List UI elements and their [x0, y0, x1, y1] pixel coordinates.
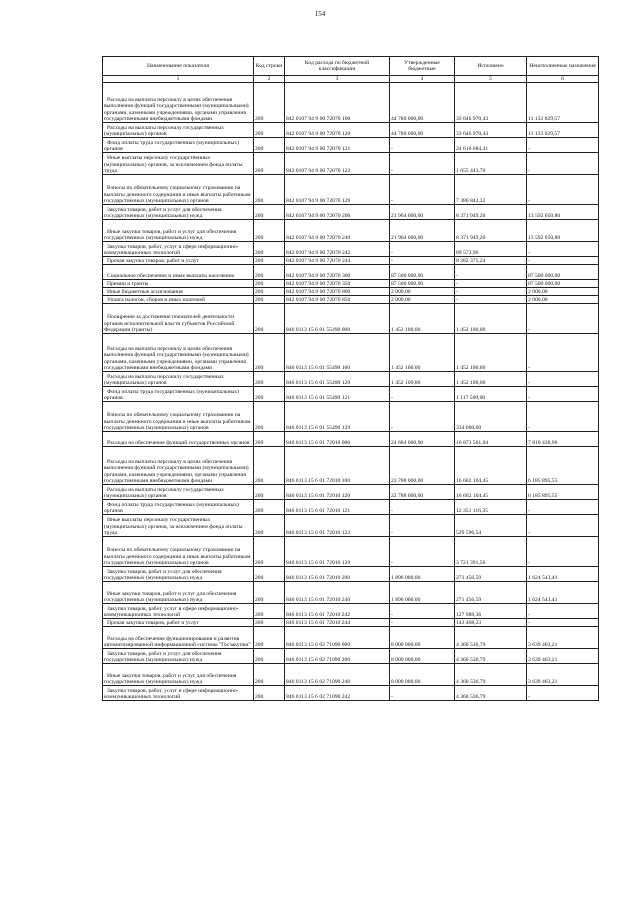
cell-unexecuted: 7 810 438,96	[527, 432, 599, 447]
cell-name: Иные закупки товаров, работ и услуг для обеспечения государственных (муниципальных) нужд	[103, 664, 254, 686]
table-row	[103, 220, 599, 242]
cell-name: Поощрение за достижение показателей деятельности органов исполнительной власти субъектов Российской Федерации (гранты)	[103, 304, 254, 334]
header-approved: Утвержденные бюджетные	[390, 57, 455, 76]
cell-approved: 1 452 100,00	[390, 334, 455, 372]
cell-kbk: 846 0113 15 6 01 72010 120	[285, 485, 390, 500]
cell-kbk: 842 0107 94 9 00 72070 242	[285, 242, 390, 257]
cell-executed: 1 655 443,70	[455, 153, 527, 175]
cell-kbk: 842 0107 94 9 00 72070 129	[285, 175, 390, 205]
cell-code: 200	[254, 432, 285, 447]
cell-executed: 4 360 536,79	[455, 649, 527, 664]
cell-executed: 16 602 104,45	[455, 447, 527, 485]
cell-kbk: 846 0113 15 6 01 72010 244	[285, 619, 390, 627]
cell-approved: -	[390, 537, 455, 567]
cell-approved: -	[390, 686, 455, 701]
cell-code: 200	[254, 567, 285, 582]
cell-name: Прочая закупка товаров, работ и услуг	[103, 619, 254, 627]
cell-name: Закупка товаров, работ, услуг в сфере информационно-коммуникационных технологий	[103, 604, 254, 619]
cell-code: 200	[254, 664, 285, 686]
cell-executed: 7 380 842,32	[455, 175, 527, 205]
cell-approved: 8 000 000,00	[390, 664, 455, 686]
cell-executed: 1 117 500,00	[455, 387, 527, 402]
cell-code: 200	[254, 280, 285, 288]
cell-name: Закупка товаров, работ и услуг для обеспечения государственных (муниципальных) нужд	[103, 567, 254, 582]
table-row	[103, 242, 599, 257]
cell-unexecuted: 11 133 029,57	[527, 123, 599, 138]
cell-approved: 22 788 000,00	[390, 447, 455, 485]
cell-name: Взносы по обязательному социальному страхованию на выплаты денежного содержания и иные выплаты работникам государственных (муниципальных) органов	[103, 402, 254, 432]
cell-unexecuted: 3 639 463,21	[527, 627, 599, 649]
table-body	[103, 83, 599, 701]
cell-unexecuted: -	[527, 153, 599, 175]
cell-code: 200	[254, 257, 285, 265]
cell-unexecuted: -	[527, 257, 599, 265]
cell-code: 200	[254, 334, 285, 372]
cell-approved: -	[390, 619, 455, 627]
cell-code: 200	[254, 175, 285, 205]
cell-executed: 4 360 536,79	[455, 664, 527, 686]
cell-name: Расходы на выплаты персоналу в целях обеспечения выполнения функций государственными (муниципальными) органами, казенными учреждениями, органами управления государственными внебюджетными фондами	[103, 447, 254, 485]
cell-unexecuted: 3 639 463,21	[527, 649, 599, 664]
cell-kbk: 842 0107 94 9 00 72070 800	[285, 288, 390, 296]
cell-kbk: 846 0113 15 6 01 72010 200	[285, 567, 390, 582]
table-row	[103, 175, 599, 205]
table-row	[103, 649, 599, 664]
cell-executed: 4 360 536,79	[455, 627, 527, 649]
cell-executed: 271 456,59	[455, 582, 527, 604]
cell-approved: 87 500 000,00	[390, 265, 455, 280]
cell-kbk: 846 0113 15 6 02 71090 200	[285, 649, 390, 664]
header-executed: Исполнено	[455, 57, 527, 76]
table-row	[103, 686, 599, 701]
cell-kbk: 846 0113 15 6 01 72010 100	[285, 447, 390, 485]
cell-unexecuted: 3 639 463,21	[527, 664, 599, 686]
header-kbk: Код расхода по бюджетной классификации	[285, 57, 390, 76]
header-name: Наименование показателя	[103, 57, 254, 76]
cell-name: Иные закупки товаров, работ и услуг для обеспечения государственных (муниципальных) нужд	[103, 220, 254, 242]
cell-name: Иные выплаты персоналу государственных (муниципальных) органов, за исключением фонда оплаты труда	[103, 515, 254, 537]
cell-name: Расходы на выплаты персоналу государственных (муниципальных) органов	[103, 123, 254, 138]
cell-name: Расходы на выплаты персоналу в целях обеспечения выполнения функций государственными (муниципальными) органами, казенными учреждениями, органами управления государственными внебюджетными фондами	[103, 334, 254, 372]
cell-approved: 24 684 000,00	[390, 432, 455, 447]
cell-code: 200	[254, 242, 285, 257]
cell-kbk: 842 0107 94 9 00 72070 121	[285, 138, 390, 153]
cell-approved: 87 500 000,00	[390, 280, 455, 288]
cell-approved: -	[390, 175, 455, 205]
column-number-row	[103, 76, 599, 83]
cell-name: Иные закупки товаров, работ и услуг для обеспечения государственных (муниципальных) нужд	[103, 582, 254, 604]
cell-unexecuted: -	[527, 304, 599, 334]
table-row	[103, 334, 599, 372]
cell-approved: -	[390, 138, 455, 153]
cell-executed: -	[455, 288, 527, 296]
cell-unexecuted: 13 592 050,80	[527, 220, 599, 242]
cell-kbk: 846 0113 15 6 02 71090 240	[285, 664, 390, 686]
table-row	[103, 432, 599, 447]
cell-code: 200	[254, 537, 285, 567]
cell-code: 200	[254, 515, 285, 537]
cell-code: 200	[254, 304, 285, 334]
cell-kbk: 846 0113 15 6 01 72010 240	[285, 582, 390, 604]
cell-name: Социальное обеспечение и иные выплаты населению	[103, 265, 254, 280]
table-row	[103, 664, 599, 686]
cell-name: Фонд оплаты труда государственных (муниципальных) органов	[103, 138, 254, 153]
cell-name: Иные выплаты персоналу государственных (муниципальных) органов, за исключением фонда оплаты труда	[103, 153, 254, 175]
cell-executed: 16 602 104,45	[455, 485, 527, 500]
cell-unexecuted: -	[527, 604, 599, 619]
cell-unexecuted: 13 592 050,80	[527, 205, 599, 220]
cell-unexecuted: 87 500 000,00	[527, 265, 599, 280]
cell-code: 200	[254, 649, 285, 664]
cell-unexecuted: -	[527, 138, 599, 153]
header-line-code: Код строки	[254, 57, 285, 76]
cell-name: Фонд оплаты труда государственных (муниципальных) органов	[103, 500, 254, 515]
cell-unexecuted: -	[527, 686, 599, 701]
table-row	[103, 515, 599, 537]
table-row	[103, 582, 599, 604]
table-row	[103, 387, 599, 402]
cell-executed: 143 468,23	[455, 619, 527, 627]
cell-executed: 529 596,54	[455, 515, 527, 537]
cell-approved: 2 000,00	[390, 296, 455, 304]
cell-kbk: 842 0107 94 9 00 72070 350	[285, 280, 390, 288]
table-row	[103, 500, 599, 515]
cell-executed: -	[455, 265, 527, 280]
cell-unexecuted: -	[527, 402, 599, 432]
column-number: 3	[285, 76, 390, 83]
cell-executed: 8 371 949,20	[455, 205, 527, 220]
table-row	[103, 619, 599, 627]
cell-name: Иные бюджетные ассигнования	[103, 288, 254, 296]
cell-kbk: 846 0113 15 6 01 55490 100	[285, 334, 390, 372]
cell-approved: 44 780 000,00	[390, 83, 455, 123]
cell-executed: 12 351 116,35	[455, 500, 527, 515]
table-row	[103, 485, 599, 500]
cell-kbk: 842 0107 94 9 00 72070 122	[285, 153, 390, 175]
cell-executed: 8 282 375,24	[455, 257, 527, 265]
cell-approved: 44 780 000,00	[390, 123, 455, 138]
cell-unexecuted: -	[527, 619, 599, 627]
cell-code: 200	[254, 387, 285, 402]
cell-unexecuted: 11 133 029,57	[527, 83, 599, 123]
cell-code: 200	[254, 619, 285, 627]
cell-executed: 334 600,00	[455, 402, 527, 432]
cell-unexecuted: 6 185 895,55	[527, 447, 599, 485]
cell-approved: -	[390, 402, 455, 432]
cell-approved: 1 896 000,00	[390, 582, 455, 604]
cell-code: 200	[254, 582, 285, 604]
cell-approved: -	[390, 500, 455, 515]
cell-executed: 8 371 949,20	[455, 220, 527, 242]
cell-code: 200	[254, 265, 285, 280]
cell-approved: -	[390, 242, 455, 257]
cell-unexecuted: -	[527, 537, 599, 567]
cell-executed: -	[455, 280, 527, 288]
cell-code: 200	[254, 153, 285, 175]
table-row	[103, 402, 599, 432]
header-unexecuted: Неисполненные назначения	[527, 57, 599, 76]
cell-approved: 21 964 000,00	[390, 220, 455, 242]
cell-kbk: 842 0107 94 9 00 72070 244	[285, 257, 390, 265]
cell-kbk: 842 0107 94 9 00 72070 850	[285, 296, 390, 304]
cell-kbk: 842 0107 94 9 00 72070 120	[285, 123, 390, 138]
table-row	[103, 265, 599, 280]
table-row	[103, 153, 599, 175]
cell-kbk: 846 0113 15 6 01 72010 121	[285, 500, 390, 515]
cell-name: Уплата налогов, сборов и иных платежей	[103, 296, 254, 304]
cell-name: Взносы по обязательному социальному страхованию на выплаты денежного содержания и иные выплаты работникам государственных (муниципальных) органов	[103, 537, 254, 567]
table-row	[103, 138, 599, 153]
cell-code: 200	[254, 604, 285, 619]
cell-approved: 8 000 000,00	[390, 627, 455, 649]
table-row	[103, 205, 599, 220]
cell-unexecuted: 87 500 000,00	[527, 280, 599, 288]
cell-executed: 127 988,36	[455, 604, 527, 619]
cell-code: 200	[254, 372, 285, 387]
cell-name: Взносы по обязательному социальному страхованию на выплаты денежного содержания и иные выплаты работникам государственных (муниципальных) органов	[103, 175, 254, 205]
cell-code: 200	[254, 627, 285, 649]
cell-approved: -	[390, 153, 455, 175]
cell-executed: 33 646 970,43	[455, 83, 527, 123]
cell-approved: 2 000,00	[390, 288, 455, 296]
cell-executed: 89 573,96	[455, 242, 527, 257]
cell-executed: 4 360 536,79	[455, 686, 527, 701]
cell-name: Фонд оплаты труда государственных (муниципальных) органов	[103, 387, 254, 402]
cell-approved: -	[390, 257, 455, 265]
cell-executed: 1 452 100,00	[455, 372, 527, 387]
cell-executed: -	[455, 296, 527, 304]
cell-code: 200	[254, 138, 285, 153]
cell-name: Расходы на выплаты персоналу государственных (муниципальных) органов	[103, 485, 254, 500]
cell-kbk: 846 0113 15 6 01 55490 000	[285, 304, 390, 334]
cell-name: Расходы на обеспечение функций государственных органов	[103, 432, 254, 447]
cell-code: 200	[254, 686, 285, 701]
cell-executed: 3 721 391,56	[455, 537, 527, 567]
cell-approved: 1 896 000,00	[390, 567, 455, 582]
table-row	[103, 604, 599, 619]
cell-name: Прочая закупка товаров, работ и услуг	[103, 257, 254, 265]
cell-kbk: 846 0113 15 6 01 55490 120	[285, 372, 390, 387]
cell-kbk: 846 0113 15 6 01 72010 129	[285, 537, 390, 567]
cell-name: Закупка товаров, работ, услуг в сфере информационно-коммуникационных технологий	[103, 686, 254, 701]
table-row	[103, 296, 599, 304]
column-number: 1	[103, 76, 254, 83]
cell-unexecuted: -	[527, 515, 599, 537]
cell-executed: 1 452 100,00	[455, 334, 527, 372]
cell-name: Закупка товаров, работ и услуг для обеспечения государственных (муниципальных) нужд	[103, 649, 254, 664]
cell-approved: -	[390, 604, 455, 619]
cell-approved: 21 964 000,00	[390, 205, 455, 220]
cell-kbk: 842 0107 94 9 00 72070 100	[285, 83, 390, 123]
cell-kbk: 846 0113 15 6 02 71090 000	[285, 627, 390, 649]
cell-kbk: 846 0113 15 6 02 71090 242	[285, 686, 390, 701]
table-row	[103, 567, 599, 582]
cell-code: 200	[254, 205, 285, 220]
cell-unexecuted: 1 624 543,41	[527, 582, 599, 604]
cell-name: Закупка товаров, работ, услуг в сфере информационно-коммуникационных технологий	[103, 242, 254, 257]
cell-code: 200	[254, 500, 285, 515]
cell-code: 200	[254, 83, 285, 123]
cell-kbk: 846 0113 15 6 01 72010 000	[285, 432, 390, 447]
cell-approved: 1 452 100,00	[390, 304, 455, 334]
cell-kbk: 842 0107 94 9 00 72070 240	[285, 220, 390, 242]
column-number: 2	[254, 76, 285, 83]
cell-kbk: 846 0113 15 6 01 72010 242	[285, 604, 390, 619]
cell-approved: 22 788 000,00	[390, 485, 455, 500]
cell-code: 200	[254, 123, 285, 138]
cell-code: 200	[254, 447, 285, 485]
cell-name: Расходы на выплаты персоналу в целях обеспечения выполнения функций государственными (муниципальными) органами, казенными учреждениями, органами управления государственными внебюджетными фондами	[103, 83, 254, 123]
cell-unexecuted: -	[527, 500, 599, 515]
table-header-row	[103, 57, 599, 76]
cell-unexecuted: -	[527, 175, 599, 205]
cell-executed: 1 452 100,00	[455, 304, 527, 334]
cell-name: Закупка товаров, работ и услуг для обеспечения государственных (муниципальных) нужд	[103, 205, 254, 220]
cell-unexecuted: -	[527, 387, 599, 402]
cell-code: 200	[254, 296, 285, 304]
cell-unexecuted: 2 000,00	[527, 296, 599, 304]
page-number: 154	[314, 10, 326, 18]
cell-unexecuted: 1 624 543,41	[527, 567, 599, 582]
cell-approved: -	[390, 515, 455, 537]
cell-kbk: 842 0107 94 9 00 72070 300	[285, 265, 390, 280]
cell-approved: 8 000 000,00	[390, 649, 455, 664]
table-row	[103, 447, 599, 485]
table-row	[103, 304, 599, 334]
cell-kbk: 846 0113 15 6 01 72010 122	[285, 515, 390, 537]
cell-executed: 24 610 684,41	[455, 138, 527, 153]
cell-unexecuted: -	[527, 372, 599, 387]
cell-code: 200	[254, 288, 285, 296]
cell-code: 200	[254, 220, 285, 242]
cell-kbk: 846 0113 15 6 01 55490 129	[285, 402, 390, 432]
cell-executed: 16 873 561,04	[455, 432, 527, 447]
cell-unexecuted: -	[527, 242, 599, 257]
cell-kbk: 846 0113 15 6 01 55490 121	[285, 387, 390, 402]
cell-unexecuted: -	[527, 334, 599, 372]
cell-unexecuted: 2 000,00	[527, 288, 599, 296]
cell-name: Расходы на обеспечение функционирования и развития автоматизированной информационной системы "Госзакупки"	[103, 627, 254, 649]
cell-name: Расходы на выплаты персоналу государственных (муниципальных) органов	[103, 372, 254, 387]
table-row	[103, 123, 599, 138]
cell-approved: 1 452 100,00	[390, 372, 455, 387]
table-row	[103, 372, 599, 387]
cell-kbk: 842 0107 94 9 00 72070 200	[285, 205, 390, 220]
column-number: 4	[390, 76, 455, 83]
table-row	[103, 627, 599, 649]
cell-name: Премии и гранты	[103, 280, 254, 288]
table-row	[103, 537, 599, 567]
cell-code: 200	[254, 402, 285, 432]
cell-executed: 271 456,59	[455, 567, 527, 582]
column-number: 6	[527, 76, 599, 83]
cell-unexecuted: 6 185 895,55	[527, 485, 599, 500]
table-row	[103, 257, 599, 265]
column-number: 5	[455, 76, 527, 83]
budget-execution-table	[102, 56, 599, 701]
cell-code: 200	[254, 485, 285, 500]
table-row	[103, 280, 599, 288]
cell-approved: -	[390, 387, 455, 402]
cell-executed: 33 646 970,43	[455, 123, 527, 138]
table-row	[103, 83, 599, 123]
table-row	[103, 288, 599, 296]
